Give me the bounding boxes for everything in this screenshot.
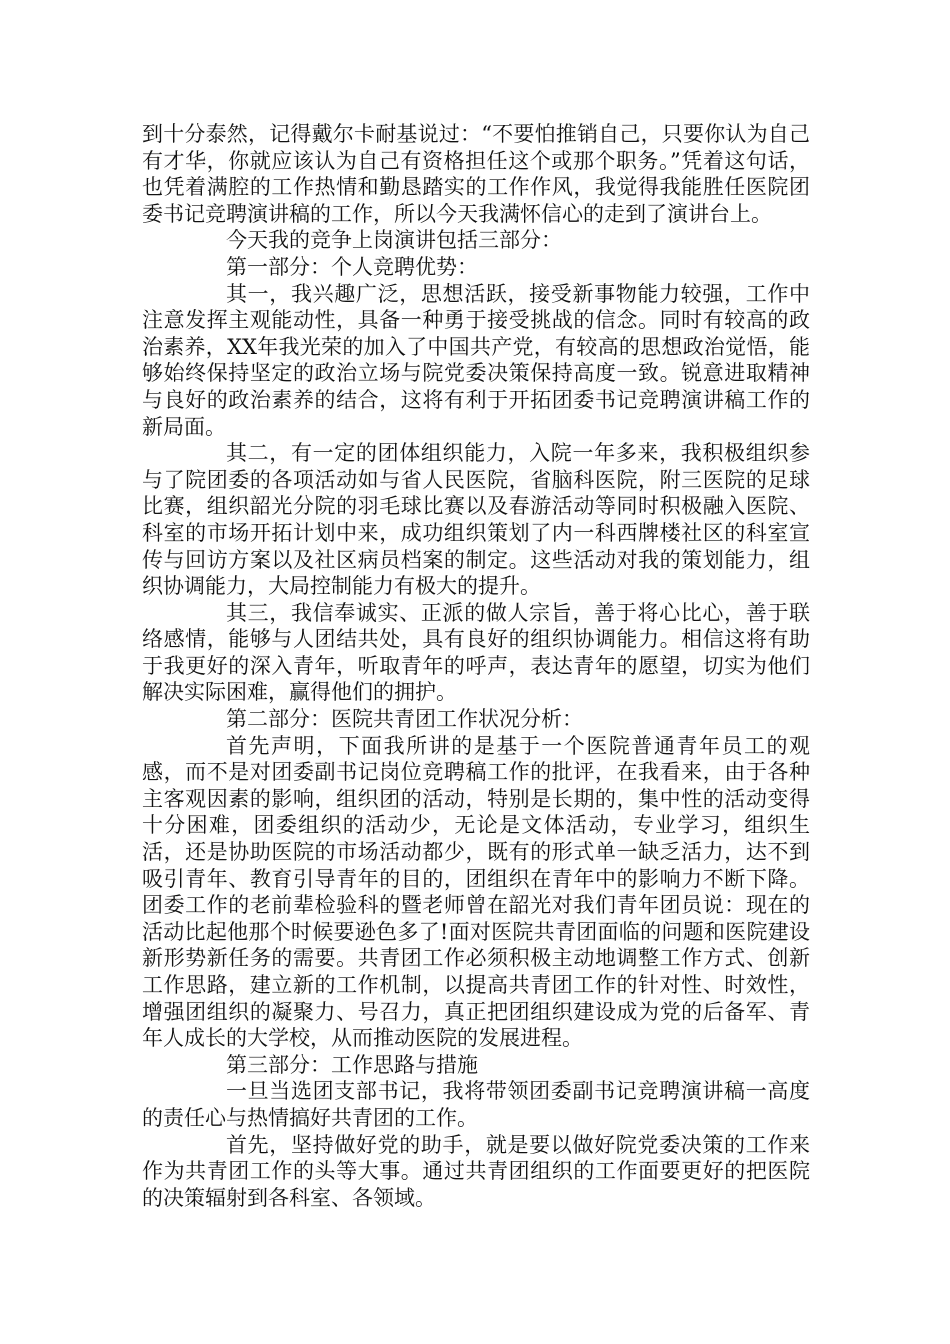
document-body [142,121,810,1211]
paragraph-commitment: 一旦当选团支部书记，我将带领团委副书记竞聘演讲稿一高度的责任心与热情搞好共青团的工作。 [142,1079,810,1130]
paragraph-measure-one: 首先，坚持做好党的助手，就是要以做好院党委决策的工作来作为共青团工作的头等大事。通过共青团组织的工作面要更好的把医院的决策辐射到各科室、各领域。 [142,1132,810,1210]
paragraph-intro-continuation: 到十分泰然，记得戴尔卡耐基说过：“不要怕推销自己，只要你认为自己有才华，你就应该认为自己有资格担任这个或那个职务。”凭着这句话，也凭着满腔的工作热情和勤恳踏实的工作作风，我觉得我能胜任医院团委书记竞聘演讲稿的工作，所以今天我满怀信心的走到了演讲台上。 [142,122,810,226]
paragraph-speech-outline: 今天我的竞争上岗演讲包括三部分： [226,228,562,253]
paragraph-advantage-two: 其二，有一定的团体组织能力，入院一年多来，我积极组织参与了院团委的各项活动如与省人民医院，省脑科医院，附三医院的足球比赛，组织韶光分院的羽毛球比赛以及春游活动等同时积极融入医院、科室的市场开拓计划中来，成功组织策划了内一科西牌楼社区的科室宣传与回访方案以及社区病员档案的制定。这些活动对我的策划能力，组织协调能力，大局控制能力有极大的提升。 [142,441,810,599]
paragraph-advantage-three: 其三，我信奉诚实、正派的做人宗旨，善于将心比心，善于联络感情，能够与人团结共处，具有良好的组织协调能力。相信这将有助于我更好的深入青年，听取青年的呼声，表达青年的愿望，切实为他们解决实际困难，赢得他们的拥护。 [142,600,810,705]
section-heading-part-three: 第三部分：工作思路与措施 [226,1052,478,1077]
paragraph-advantage-one: 其一，我兴趣广泛，思想活跃，接受新事物能力较强，工作中注意发挥主观能动性，具备一种勇于接受挑战的信念。同时有较高的政治素养，XX年我光荣的加入了中国共产党，有较高的思想政治觉悟，能够始终保持坚定的政治立场与院党委决策保持高度一致。锐意进取精神与良好的政治素养的结合，这将有利于开拓团委书记竞聘演讲稿工作的新局面。 [142,281,810,439]
paragraph-status-analysis: 首先声明，下面我所讲的是基于一个医院普通青年员工的观感，而不是对团委副书记岗位竞聘稿工作的批评，在我看来，由于各种主客观因素的影响，组织团的活动，特别是长期的，集中性的活动变得十分困难，团委组织的活动少，无论是文体活动，专业学习，组织生活，还是协助医院的市场活动都少，既有的形式单一缺乏活力，达不到吸引青年、教育引导青年的目的，团组织在青年中的影响力不断下降。团委工作的老前辈检验科的暨老师曾在韶光对我们青年团员说：现在的活动比起他那个时候要逊色多了!面对医院共青团面临的问题和医院建设新形势新任务的需要。共青团工作必须积极主动地调整工作方式、创新工作思路，建立新的工作机制，以提高共青团工作的针对性、时效性，增强团组织的凝聚力、号召力，真正把团组织建设成为党的后备军、青年人成长的大学校，从而推动医院的发展进程。 [142,733,810,1051]
section-heading-part-one: 第一部分：个人竞聘优势： [226,254,478,279]
section-heading-part-two: 第二部分：医院共青团工作状况分析： [226,707,583,732]
